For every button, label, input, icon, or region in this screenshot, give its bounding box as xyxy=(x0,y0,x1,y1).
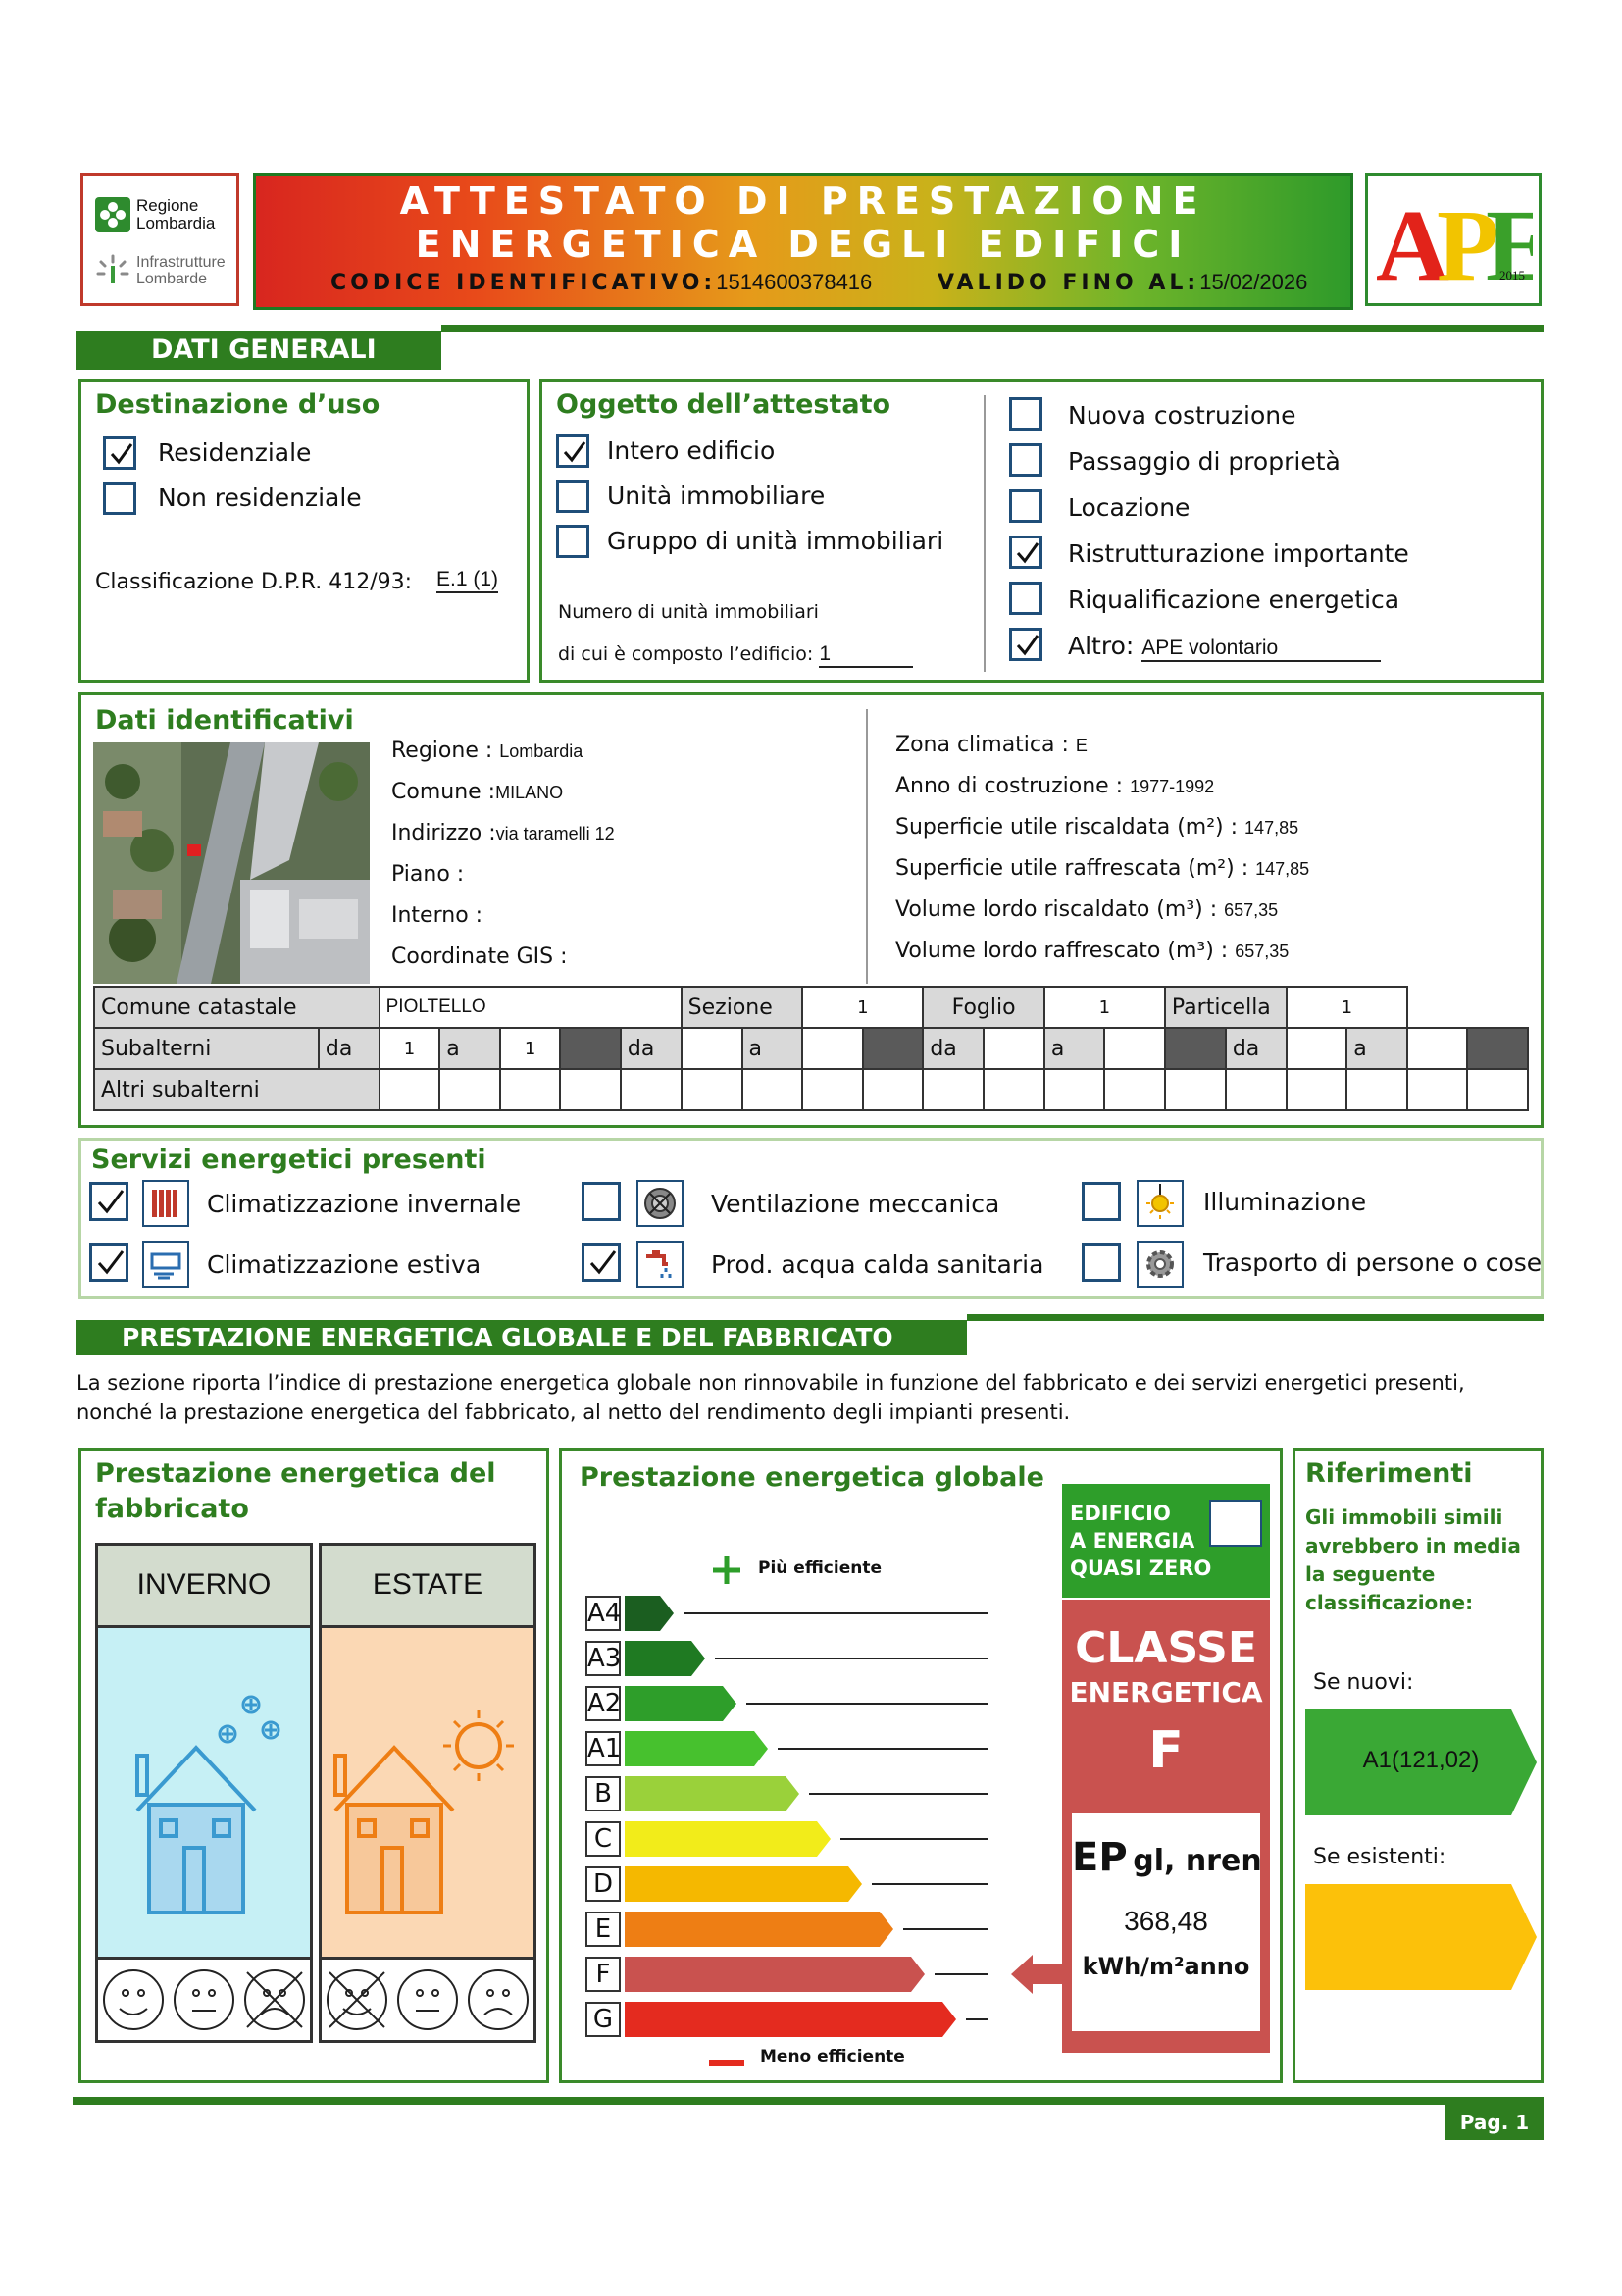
oggetto-divider xyxy=(984,395,986,672)
zona-label: Zona climatica : xyxy=(895,733,1069,757)
nzeb-line1: EDIFICIO xyxy=(1070,1502,1171,1525)
grade-line-a3 xyxy=(715,1658,988,1659)
comune-catastale-label: Comune catastale xyxy=(94,987,380,1028)
grade-row-f xyxy=(585,1957,997,1992)
grade-label-e: E xyxy=(585,1912,621,1947)
grade-arrow-b xyxy=(625,1776,799,1811)
identificativi-divider xyxy=(866,709,868,984)
classificazione-value: E.1 (1) xyxy=(436,568,498,593)
riqualificazione-checkbox[interactable] xyxy=(1009,582,1042,615)
grade-row-d xyxy=(585,1866,997,1902)
oggetto-box xyxy=(539,379,1544,683)
foglio-label: Foglio xyxy=(923,987,1044,1028)
sub-cell xyxy=(802,1028,862,1069)
locazione-checkbox[interactable] xyxy=(1009,489,1042,523)
climatizzazione-estiva-checkbox[interactable] xyxy=(89,1243,128,1282)
aerial-photo xyxy=(93,742,370,984)
altri-cell xyxy=(1104,1069,1164,1110)
sub-cell xyxy=(1407,1028,1467,1069)
illuminazione-checkbox[interactable] xyxy=(1082,1182,1121,1221)
altri-cell xyxy=(742,1069,803,1110)
meno-efficiente-label: Meno efficiente xyxy=(760,2047,905,2066)
altri-cell xyxy=(439,1069,500,1110)
particella-value: 1 xyxy=(1287,987,1407,1028)
sub-a-value: 1 xyxy=(500,1028,561,1069)
nzeb-line3: QUASI ZERO xyxy=(1070,1556,1212,1580)
riferimenti-title: Riferimenti xyxy=(1305,1458,1473,1489)
grade-line-c xyxy=(840,1838,988,1840)
svg-text:P: P xyxy=(1437,189,1499,289)
zona-value: E xyxy=(1075,736,1088,755)
climatizzazione-estiva-label: Climatizzazione estiva xyxy=(207,1250,482,1279)
grade-line-a2 xyxy=(746,1703,988,1705)
residenziale-checkbox[interactable] xyxy=(103,436,136,470)
altri-cell xyxy=(802,1069,862,1110)
regione-value: Lombardia xyxy=(499,741,583,761)
fabbricato-box xyxy=(78,1448,549,2083)
valid-value: 15/02/2026 xyxy=(1199,270,1308,294)
grade-label-f: F xyxy=(585,1957,621,1992)
grade-row-a1 xyxy=(585,1731,997,1766)
grade-label-c: C xyxy=(585,1821,621,1857)
grade-arrow-c xyxy=(625,1821,831,1857)
cold-house-icon xyxy=(98,1628,310,1952)
svg-text:A: A xyxy=(1376,189,1450,289)
sub-da-3: da xyxy=(923,1028,984,1069)
energetica-label: ENERGETICA xyxy=(1069,1676,1263,1709)
oggetto-title: Oggetto dell’attestato xyxy=(556,389,891,420)
altri-cell xyxy=(1044,1069,1105,1110)
grade-row-b xyxy=(585,1776,997,1811)
anno-label: Anno di costruzione : xyxy=(895,774,1124,798)
grade-row-c xyxy=(585,1821,997,1857)
radiator-icon xyxy=(142,1180,189,1227)
destinazione-box xyxy=(78,379,530,683)
grade-arrow-a2 xyxy=(625,1686,736,1721)
altro-label: Altro: xyxy=(1068,632,1135,660)
air-conditioner-icon xyxy=(142,1241,189,1288)
piu-efficiente-label: Più efficiente xyxy=(758,1558,882,1578)
climatizzazione-invernale-label: Climatizzazione invernale xyxy=(207,1190,522,1218)
classe-value: F xyxy=(1148,1721,1184,1780)
grade-row-a2 xyxy=(585,1686,997,1721)
sezione-value: 1 xyxy=(802,987,923,1028)
grade-arrow-e xyxy=(625,1912,893,1947)
se-nuovi-value: A1(121,02) xyxy=(1362,1747,1480,1773)
ape-logo-box xyxy=(1365,173,1542,306)
altri-cell xyxy=(560,1069,620,1110)
illuminazione-label: Illuminazione xyxy=(1203,1188,1367,1216)
grade-arrow-f xyxy=(625,1957,925,1992)
classe-energetica-box xyxy=(1062,1600,1270,2053)
sub-cell xyxy=(682,1028,742,1069)
dati-identificativi-title: Dati identificativi xyxy=(95,705,354,736)
code-value: 1514600378416 xyxy=(716,270,873,294)
sub-da-4: da xyxy=(1226,1028,1287,1069)
altri-cell xyxy=(1287,1069,1346,1110)
sub-da-2: da xyxy=(621,1028,682,1069)
non-residenziale-checkbox[interactable] xyxy=(103,482,136,515)
altri-cell xyxy=(621,1069,682,1110)
indirizzo-value: via taramelli 12 xyxy=(495,824,615,843)
plus-icon xyxy=(709,1553,744,1588)
se-esistenti-label: Se esistenti: xyxy=(1313,1845,1446,1869)
classe-label: CLASSE xyxy=(1075,1623,1257,1673)
sup-raff-label: Superficie utile raffrescata (m²) : xyxy=(895,856,1249,881)
fan-icon xyxy=(636,1180,684,1227)
valid-label: VALIDO FINO AL: xyxy=(938,271,1200,295)
intero-edificio-label: Intero edificio xyxy=(607,436,776,465)
vol-risc-label: Volume lordo riscaldato (m³) : xyxy=(895,897,1218,922)
sub-hatch-3 xyxy=(1165,1028,1226,1069)
grade-line-a1 xyxy=(778,1748,988,1750)
region-logo-line1: Regione xyxy=(136,196,199,215)
sezione-label: Sezione xyxy=(682,987,803,1028)
numero-unita-value: 1 xyxy=(819,642,913,668)
regione-label: Regione : xyxy=(391,739,493,763)
dati-generali-bar: DATI GENERALI xyxy=(76,331,441,370)
grade-label-a4: A4 xyxy=(585,1596,621,1631)
riferimenti-text-4: classificazione: xyxy=(1305,1591,1474,1614)
altri-cell xyxy=(380,1069,440,1110)
sub-hatch-4 xyxy=(1467,1028,1528,1069)
title-line1: ATTESTATO DI PRESTAZIONE xyxy=(399,179,1207,223)
altri-subalterni-label: Altri subalterni xyxy=(94,1069,380,1110)
comune-label: Comune : xyxy=(391,780,496,804)
minus-icon xyxy=(709,2053,744,2063)
altri-cell xyxy=(1165,1069,1226,1110)
nzeb-checkbox[interactable] xyxy=(1209,1500,1262,1547)
ventilazione-label: Ventilazione meccanica xyxy=(711,1190,1000,1218)
catasto-row-altri xyxy=(94,1069,1528,1110)
sub-hatch-1 xyxy=(560,1028,620,1069)
unita-immobiliare-label: Unità immobiliare xyxy=(607,482,826,510)
prestazione-intro-line1: La sezione riporta l’indice di prestazione energetica globale non rinnovabile in funzione del fabbricato e dei servizi energetici presenti, xyxy=(76,1371,1465,1395)
particella-label: Particella xyxy=(1165,987,1287,1028)
vol-raff-value: 657,35 xyxy=(1235,942,1290,961)
svg-text:E: E xyxy=(1486,189,1533,289)
nzeb-line2: A ENERGIA xyxy=(1070,1529,1195,1553)
ep-panel xyxy=(1072,1813,1260,2031)
inverno-panel xyxy=(98,1628,310,1960)
foglio-value: 1 xyxy=(1044,987,1165,1028)
estate-panel xyxy=(322,1628,533,1960)
nuova-costruzione-label: Nuova costruzione xyxy=(1068,401,1296,430)
infra-logo-line1: Infrastrutture xyxy=(136,254,226,271)
estate-header: ESTATE xyxy=(322,1546,533,1628)
riferimenti-text-2: avrebbero in media xyxy=(1305,1534,1521,1557)
sub-cell xyxy=(1104,1028,1164,1069)
trasporto-checkbox[interactable] xyxy=(1082,1243,1121,1282)
grade-row-a4 xyxy=(585,1596,997,1631)
sup-raff-value: 147,85 xyxy=(1255,859,1310,879)
acqua-calda-label: Prod. acqua calda sanitaria xyxy=(711,1250,1044,1279)
sub-hatch-2 xyxy=(863,1028,923,1069)
ventilazione-checkbox[interactable] xyxy=(582,1182,621,1221)
altri-cell xyxy=(863,1069,923,1110)
sub-cell xyxy=(984,1028,1044,1069)
comune-value: MILANO xyxy=(495,783,564,802)
non-residenziale-label: Non residenziale xyxy=(158,484,362,512)
riqualificazione-label: Riqualificazione energetica xyxy=(1068,586,1400,614)
grade-arrow-a1 xyxy=(625,1731,768,1766)
prestazione-intro-line2: nonché la prestazione energetica del fabbricato, al netto del rendimento degli impianti presenti. xyxy=(76,1401,1071,1424)
altri-cell xyxy=(1407,1069,1467,1110)
grade-label-b: B xyxy=(585,1776,621,1811)
grade-arrow-a3 xyxy=(625,1641,705,1676)
grade-arrow-a4 xyxy=(625,1596,674,1631)
altri-cell xyxy=(1467,1069,1528,1110)
prestazione-line xyxy=(967,1314,1544,1321)
sub-da-1: da xyxy=(319,1028,380,1069)
sub-a-1: a xyxy=(439,1028,500,1069)
gruppo-unita-checkbox[interactable] xyxy=(556,525,589,558)
se-nuovi-label: Se nuovi: xyxy=(1313,1670,1414,1695)
estate-smileys xyxy=(322,1960,533,2040)
destinazione-title: Destinazione d’uso xyxy=(95,389,380,420)
hot-house-icon xyxy=(322,1628,533,1952)
grade-arrow-g xyxy=(625,2002,956,2037)
coordinate-label: Coordinate GIS : xyxy=(391,944,568,969)
vol-raff-label: Volume lordo raffrescato (m³) : xyxy=(895,939,1229,963)
grade-label-a3: A3 xyxy=(585,1641,621,1676)
inverno-header: INVERNO xyxy=(98,1546,310,1628)
catasto-row-subalterni xyxy=(94,1028,1528,1069)
altri-cell xyxy=(923,1069,984,1110)
comune-catastale-value: PIOLTELLO xyxy=(380,987,682,1028)
altri-cell xyxy=(500,1069,561,1110)
prestazione-bar: PRESTAZIONE ENERGETICA GLOBALE E DEL FABBRICATO xyxy=(76,1320,967,1355)
grade-arrow-d xyxy=(625,1866,862,1902)
servizi-box xyxy=(78,1138,1544,1299)
subalterni-label: Subalterni xyxy=(94,1028,319,1069)
sup-risc-value: 147,85 xyxy=(1244,818,1299,838)
riferimenti-text-3: la seguente xyxy=(1305,1562,1436,1586)
grade-line-d xyxy=(872,1883,988,1885)
grade-row-g xyxy=(585,2002,997,2037)
se-nuovi-arrow xyxy=(1305,1709,1537,1815)
riferimenti-text-1: Gli immobili simili xyxy=(1305,1505,1503,1529)
dati-generali-line xyxy=(441,325,1544,332)
piano-label: Piano : xyxy=(391,862,465,887)
vol-risc-value: 657,35 xyxy=(1224,900,1279,920)
fabbricato-title-1: Prestazione energetica del xyxy=(95,1458,496,1489)
sup-risc-label: Superficie utile riscaldata (m²) : xyxy=(895,815,1239,840)
faucet-icon xyxy=(636,1241,684,1288)
dati-identificativi-box xyxy=(78,692,1544,1128)
code-label: CODICE IDENTIFICATIVO: xyxy=(330,271,717,295)
classificazione-label: Classificazione D.P.R. 412/93: xyxy=(95,570,413,594)
ep-value: 368,48 xyxy=(1124,1906,1208,1936)
globale-title: Prestazione energetica globale xyxy=(580,1462,1044,1493)
grade-line-e xyxy=(903,1928,988,1930)
inverno-column xyxy=(95,1543,313,2043)
servizi-title: Servizi energetici presenti xyxy=(91,1145,486,1175)
passaggio-label: Passaggio di proprietà xyxy=(1068,447,1341,476)
infra-logo-line2: Lombarde xyxy=(136,271,208,287)
riferimenti-box xyxy=(1293,1448,1544,2083)
sub-a-3: a xyxy=(1044,1028,1105,1069)
nzeb-box xyxy=(1062,1484,1270,1598)
region-logo-line2: Lombardia xyxy=(136,214,216,232)
ape-year: 2015 xyxy=(1499,268,1525,282)
numero-unita-label-2: di cui è composto l’edificio: xyxy=(558,643,814,665)
altri-cell xyxy=(1226,1069,1287,1110)
interno-label: Interno : xyxy=(391,903,483,928)
ep-sub: gl, nren xyxy=(1133,1844,1262,1878)
ristrutturazione-label: Ristrutturazione importante xyxy=(1068,539,1409,568)
locazione-label: Locazione xyxy=(1068,493,1191,522)
title-line2: ENERGETICA DEGLI EDIFICI xyxy=(415,223,1191,266)
grade-label-d: D xyxy=(585,1866,621,1902)
residenziale-label: Residenziale xyxy=(158,438,312,467)
altri-cell xyxy=(984,1069,1044,1110)
passaggio-checkbox[interactable] xyxy=(1009,443,1042,477)
light-bulb-icon xyxy=(1137,1180,1184,1227)
grade-line-b xyxy=(809,1793,988,1795)
trasporto-label: Trasporto di persone o cose xyxy=(1203,1249,1543,1277)
climatizzazione-invernale-checkbox[interactable] xyxy=(89,1182,128,1221)
sub-a-2: a xyxy=(742,1028,803,1069)
globale-box xyxy=(559,1448,1283,2083)
se-esistenti-arrow xyxy=(1305,1884,1537,1990)
ep-unit: kWh/m²anno xyxy=(1082,1953,1250,1980)
ep-label: EP xyxy=(1072,1835,1128,1880)
altri-cell xyxy=(682,1069,742,1110)
altro-value: APE volontario xyxy=(1141,637,1381,662)
estate-column xyxy=(319,1543,536,2043)
grade-row-e xyxy=(585,1912,997,1947)
gear-icon xyxy=(1137,1241,1184,1288)
region-cross-icon xyxy=(95,197,130,232)
grade-label-a1: A1 xyxy=(585,1731,621,1766)
grade-label-a2: A2 xyxy=(585,1686,621,1721)
altri-cell xyxy=(1346,1069,1407,1110)
sub-a-4: a xyxy=(1346,1028,1407,1069)
sub-cell xyxy=(1287,1028,1346,1069)
nuova-costruzione-checkbox[interactable] xyxy=(1009,397,1042,431)
fabbricato-title-2: fabbricato xyxy=(95,1494,249,1524)
catasto-row-comune xyxy=(94,987,1528,1028)
altro-checkbox[interactable] xyxy=(1009,628,1042,661)
grade-label-g: G xyxy=(585,2002,621,2037)
grade-line-g xyxy=(966,2018,988,2020)
page-number: Pag. 1 xyxy=(1445,2105,1544,2140)
unita-immobiliare-checkbox[interactable] xyxy=(556,480,589,513)
footer-line xyxy=(73,2097,1544,2105)
acqua-calda-checkbox[interactable] xyxy=(582,1243,621,1282)
catasto-table xyxy=(93,986,1529,1111)
region-logo-box xyxy=(80,173,239,306)
gruppo-unita-label: Gruppo di unità immobiliari xyxy=(607,527,944,555)
grade-row-a3 xyxy=(585,1641,997,1676)
energy-scale xyxy=(585,1596,997,2034)
inverno-smileys xyxy=(98,1960,310,2040)
anno-value: 1977-1992 xyxy=(1130,777,1215,796)
grade-line-f xyxy=(935,1973,988,1975)
grade-line-a4 xyxy=(684,1612,988,1614)
ristrutturazione-checkbox[interactable] xyxy=(1009,536,1042,569)
intero-edificio-checkbox[interactable] xyxy=(556,434,589,468)
infra-logo-icon xyxy=(95,252,130,287)
indirizzo-label: Indirizzo : xyxy=(391,821,496,845)
numero-unita-label-1: Numero di unità immobiliari xyxy=(558,601,819,623)
sub-da-value: 1 xyxy=(380,1028,440,1069)
title-banner xyxy=(253,173,1353,310)
